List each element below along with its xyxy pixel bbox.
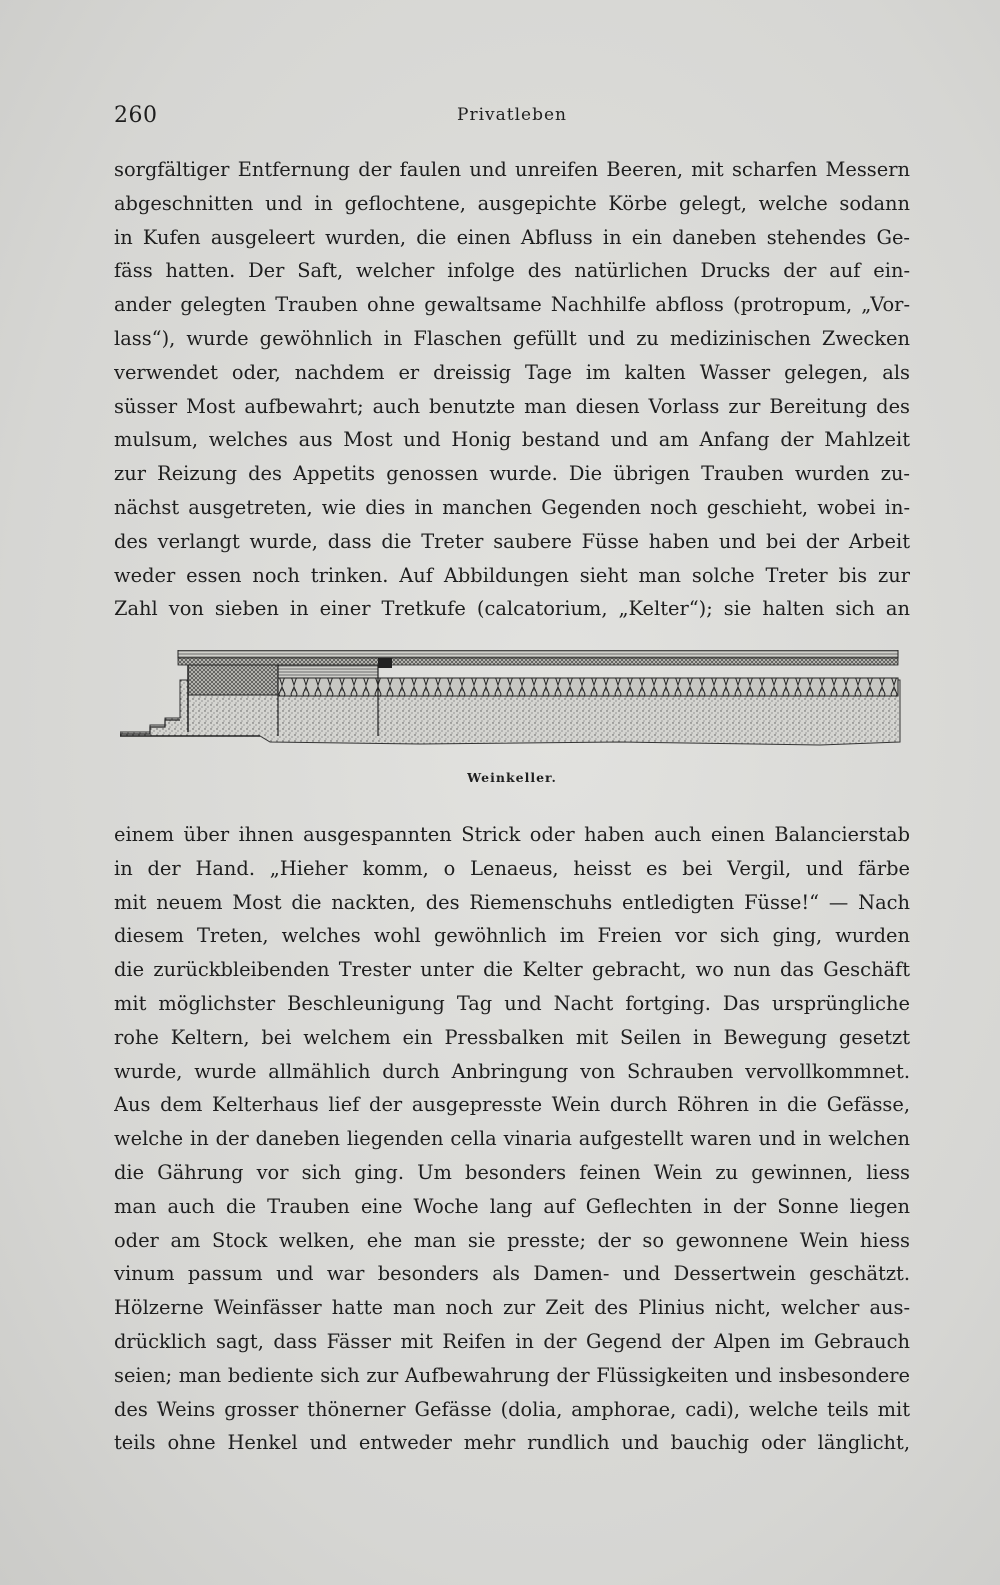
text-line: seien; man bediente sich zur Aufbewahrung der Flüssigkeiten und insbesondere bbox=[114, 1363, 910, 1387]
text-line: mit neuem Most die nackten, des Riemenschuhs entledigten Füsse!“ — Nach bbox=[114, 890, 910, 914]
text-line: Zahl von sieben in einer Tretkufe (calcatorium, „Kelter“); sie halten sich an bbox=[114, 597, 910, 621]
text-line: nächst ausgetreten, wie dies in manchen Gegenden noch geschieht, wobei in- bbox=[114, 495, 910, 519]
text-line: ander gelegten Trauben ohne gewaltsame Nachhilfe abfloss (protropum, „Vor- bbox=[114, 293, 910, 317]
text-line: Hölzerne Weinfässer hatte man noch zur Zeit des Plinius nicht, welcher aus- bbox=[114, 1296, 910, 1320]
paragraph-upper bbox=[114, 153, 910, 626]
text-line: abgeschnitten und in geflochtene, ausgepichte Körbe gelegt, welche sodann bbox=[114, 191, 910, 215]
text-line: des Weins grosser thönerner Gefässe (dolia, amphorae, cadi), welche teils mit bbox=[114, 1397, 910, 1421]
text-line: mulsum, welches aus Most und Honig bestand und am Anfang der Mahlzeit bbox=[114, 428, 910, 452]
text-line: Aus dem Kelterhaus lief der ausgepresste Wein durch Röhren in die Gefässe, bbox=[114, 1093, 910, 1117]
page-number: 260 bbox=[114, 103, 158, 128]
running-title: Privatleben bbox=[457, 105, 567, 125]
text-line: zur Reizung des Appetits genossen wurde. Die übrigen Trauben wurden zu- bbox=[114, 462, 910, 486]
text-line: rohe Keltern, bei welchem ein Pressbalken mit Seilen in Bewegung gesetzt bbox=[114, 1025, 910, 1049]
text-line: diesem Treten, welches wohl gewöhnlich im Freien vor sich ging, wurden bbox=[114, 924, 910, 948]
text-line: teils ohne Henkel und entweder mehr rundlich und bauchig oder länglicht, bbox=[114, 1431, 910, 1455]
text-line: welche in der daneben liegenden cella vinaria aufgestellt waren und in welchen bbox=[114, 1127, 910, 1151]
text-line: einem über ihnen ausgespannten Strick oder haben auch einen Balancierstab bbox=[114, 823, 910, 846]
text-line: weder essen noch trinken. Auf Abbildungen sieht man solche Treter bis zur bbox=[114, 563, 910, 587]
text-line: man auch die Trauben eine Woche lang auf Geflechten in der Sonne liegen bbox=[114, 1194, 910, 1218]
text-line: fäss hatten. Der Saft, welcher infolge des natürlichen Drucks der auf ein- bbox=[114, 259, 910, 283]
text-line: in der Hand. „Hieher komm, o Lenaeus, heisst es bei Vergil, und färbe bbox=[114, 856, 910, 880]
paragraph-lower bbox=[114, 818, 910, 1460]
text-line: die Gährung vor sich ging. Um besonders feinen Wein zu gewinnen, liess bbox=[114, 1160, 910, 1184]
text-line: lass“), wurde gewöhnlich in Flaschen gefüllt und zu medizinischen Zwecken bbox=[114, 326, 910, 350]
text-line: drücklich sagt, dass Fässer mit Reifen in der Gegend der Alpen im Gebrauch bbox=[114, 1329, 910, 1353]
text-line: verwendet oder, nachdem er dreissig Tage im kalten Wasser gelegen, als bbox=[114, 360, 910, 384]
text-line: in Kufen ausgeleert wurden, die einen Abfluss in ein daneben stehendes Ge- bbox=[114, 225, 910, 249]
text-line: des verlangt wurde, dass die Treter saubere Füsse haben und bei der Arbeit bbox=[114, 529, 910, 553]
page-header bbox=[114, 103, 910, 133]
text-line: vinum passum und war besonders als Damen- und Dessertwein geschätzt. bbox=[114, 1262, 910, 1286]
text-line: die zurückbleibenden Trester unter die Kelter gebracht, wo nun das Geschäft bbox=[114, 958, 910, 982]
text-line: wurde, wurde allmählich durch Anbringung von Schrauben vervollkommnet. bbox=[114, 1059, 910, 1083]
text-line: sorgfältiger Entfernung der faulen und unreifen Beeren, mit scharfen Messern bbox=[114, 158, 910, 181]
figure-caption: Weinkeller. bbox=[467, 770, 557, 785]
text-line: süsser Most aufbewahrt; auch benutzte man diesen Vorlass zur Bereitung des bbox=[114, 394, 910, 418]
text-line: oder am Stock welken, ehe man sie presste; der so gewonnene Wein hiess bbox=[114, 1228, 910, 1252]
wine-cellar-illustration bbox=[120, 650, 910, 750]
text-line: mit möglichster Beschleunigung Tag und Nacht fortging. Das ursprüngliche bbox=[114, 991, 910, 1015]
